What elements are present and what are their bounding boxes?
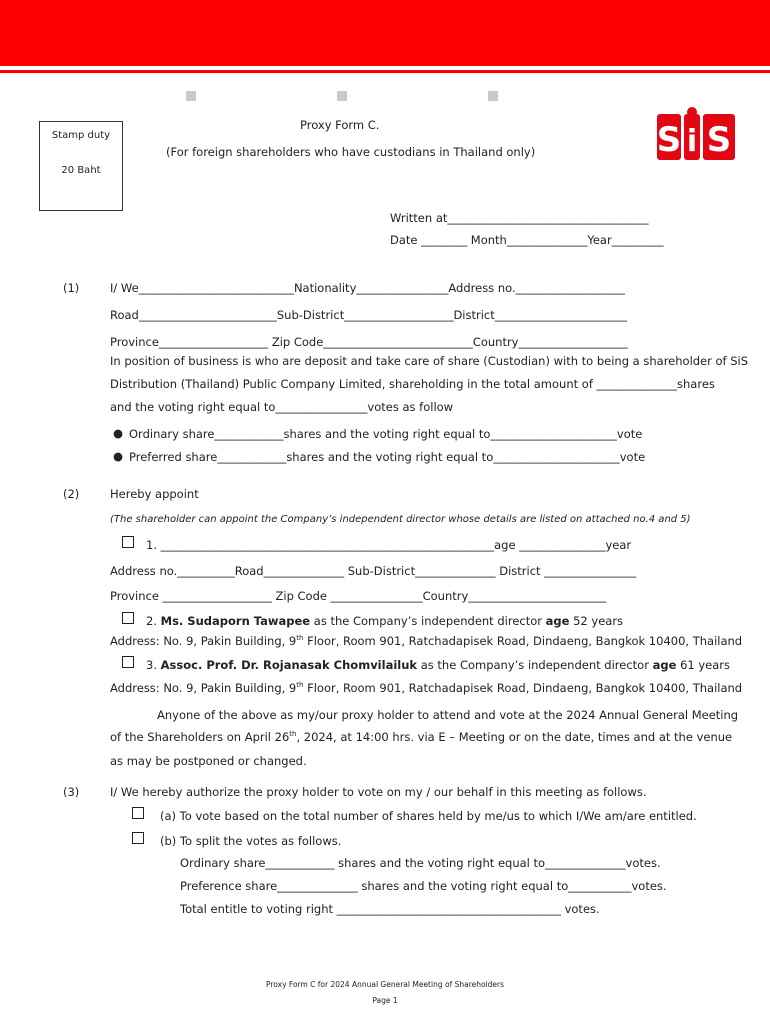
form-subtitle: (For foreign shareholders who have custodians in Thailand only) (166, 145, 536, 159)
section-2-number: (2) (63, 487, 80, 501)
authorize-text: I/ We hereby authorize the proxy holder to vote on my / our behalf in this meeting as follows. (110, 785, 647, 799)
written-at-line: Written at___________________________________ (390, 211, 649, 225)
split-ordinary-line: Ordinary share____________ shares and the voting right equal to______________votes. (180, 856, 661, 870)
appoint-note: (The shareholder can appoint the Company’s independent director whose details are listed on attached no.4 and 5) (110, 514, 691, 525)
proxy-1-address: Address no.__________Road______________ Sub-District______________ District ________________ (110, 564, 637, 578)
header-red-line (0, 70, 770, 73)
appointment-paragraph-1: Anyone of the above as my/our proxy holder to attend and vote at the 2024 Annual General Meeting (157, 708, 739, 722)
page-number: Page 1 (372, 996, 398, 1005)
proxy-3-checkbox[interactable] (122, 656, 134, 668)
gray-square-icon (488, 91, 498, 101)
s1-name-line: I/ We___________________________Nationality________________Address no.___________________ (110, 281, 625, 295)
bullet-icon: ● (113, 426, 124, 440)
stamp-line1: Stamp duty (51, 130, 111, 141)
proxy-2-checkbox[interactable] (122, 612, 134, 624)
split-preference-line: Preference share______________ shares and the voting right equal to___________votes. (180, 879, 667, 893)
svg-text:i: i (686, 124, 698, 159)
stamp-line2: 20 Baht (61, 165, 101, 176)
proxy-1-checkbox[interactable] (122, 536, 134, 548)
form-title: Proxy Form C. (300, 118, 380, 132)
proxy-2-address: Address: No. 9, Pakin Building, 9th Floor, Room 901, Ratchadapisek Road, Dindaeng, Bangkok 10400, Thailand (110, 634, 743, 648)
section-1-number: (1) (63, 281, 80, 295)
ordinary-share-line: Ordinary share____________shares and the voting right equal to______________________vote (129, 427, 643, 441)
proxy-3-address: Address: No. 9, Pakin Building, 9th Floor, Room 901, Ratchadapisek Road, Dindaeng, Bangkok 10400, Thailand (110, 681, 743, 695)
appointment-paragraph-3: as may be postponed or changed. (110, 754, 307, 768)
split-total-line: Total entitle to voting right _______________________________________ votes. (180, 902, 600, 916)
svg-text:S: S (706, 120, 732, 160)
vote-split-option: (b) To split the votes as follows. (160, 834, 342, 848)
proxy-2-line: 2. Ms. Sudaporn Tawapee as the Company’s independent director age 52 years (146, 614, 624, 628)
vote-total-option: (a) To vote based on the total number of shares held by me/us to which I/We am/are entitled. (160, 809, 697, 823)
appointment-paragraph-2: of the Shareholders on April 26th, 2024, at 14:00 hrs. via E – Meeting or on the date, times and at the venue (110, 730, 733, 744)
s1-province-line: Province___________________ Zip Code__________________________Country___________________ (110, 335, 628, 349)
date-line: Date ________ Month______________Year_________ (390, 233, 664, 247)
stamp-duty-box (39, 121, 123, 211)
preferred-share-line: Preferred share____________shares and the voting right equal to______________________vote (129, 450, 646, 464)
bullet-icon: ● (113, 449, 124, 463)
gray-square-icon (186, 91, 196, 101)
vote-split-checkbox[interactable] (132, 832, 144, 844)
proxy-1-province: Province ___________________ Zip Code ________________Country________________________ (110, 589, 607, 603)
footer-title: Proxy Form C for 2024 Annual General Meeting of Shareholders (265, 980, 505, 989)
proxy-1-line: 1. __________________________________________________________age _______________year (146, 538, 632, 552)
section-3-number: (3) (63, 785, 80, 799)
s1-position-text: In position of business is who are deposit and take care of share (Custodian) with to being a shareholder of SiS (110, 354, 749, 368)
svg-text:S: S (656, 120, 682, 160)
proxy-3-line: 3. Assoc. Prof. Dr. Rojanasak Chomvilailuk as the Company’s independent director age 61 years (146, 658, 730, 672)
gray-square-icon (337, 91, 347, 101)
s1-company-text: Distribution (Thailand) Public Company Limited, shareholding in the total amount of ______________shares (110, 377, 715, 391)
header-red-bar (0, 0, 770, 66)
hereby-appoint: Hereby appoint (110, 487, 199, 501)
sis-logo (655, 106, 737, 162)
s1-voting-text: and the voting right equal to________________votes as follow (110, 400, 454, 414)
s1-road-line: Road________________________Sub-District___________________District_______________________ (110, 308, 628, 322)
vote-total-checkbox[interactable] (132, 807, 144, 819)
